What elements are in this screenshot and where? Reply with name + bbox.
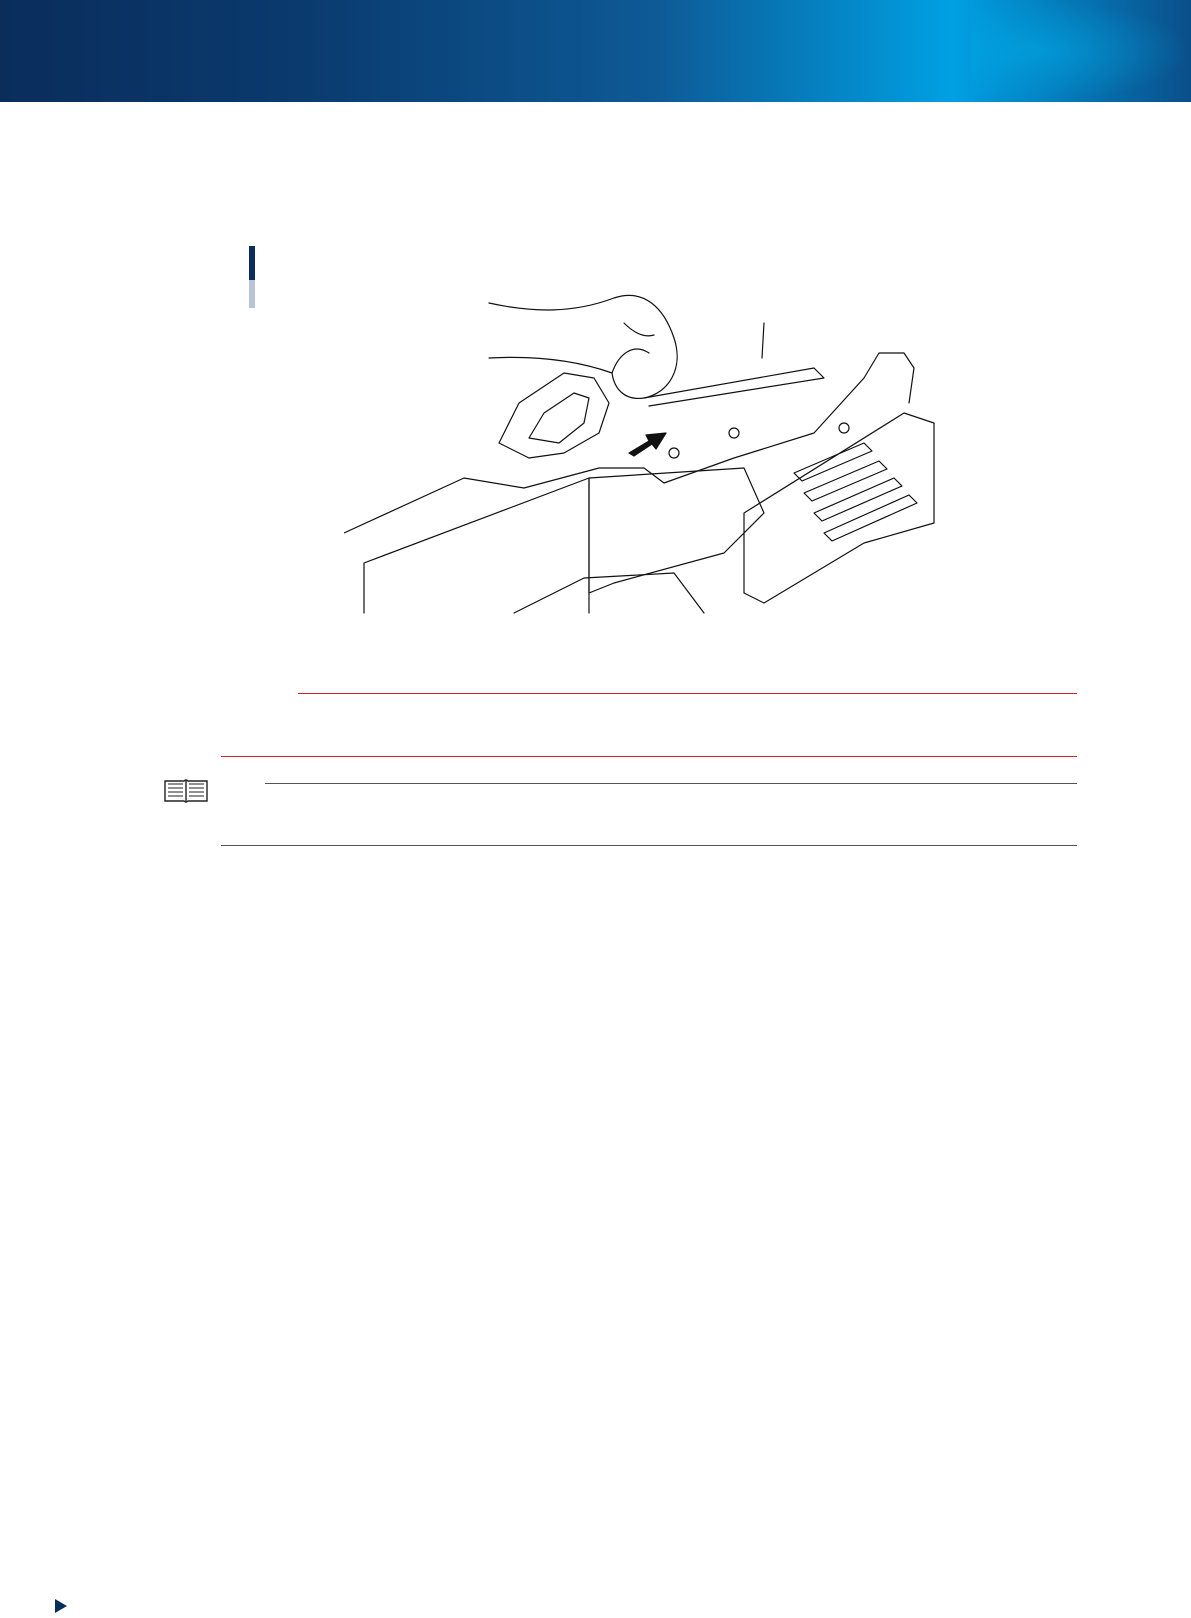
book-icon — [163, 777, 209, 805]
cage-slot-2 — [804, 461, 887, 501]
chassis-handle — [499, 373, 609, 458]
header-banner — [0, 0, 1191, 102]
hand-outline — [489, 295, 677, 398]
chassis-handle-inner — [529, 393, 589, 443]
notice-bottom-rule — [221, 756, 1077, 757]
direction-arrow — [629, 433, 666, 456]
note-top-rule — [265, 783, 1077, 784]
cage-slot-3 — [814, 478, 902, 521]
screw-2 — [729, 428, 739, 438]
hand-fold — [624, 323, 654, 336]
notice-top-rule — [298, 693, 1077, 694]
hardware-install-illustration — [344, 283, 944, 633]
lower-frame — [514, 573, 704, 613]
screw-1 — [669, 448, 679, 458]
triangle-right-icon — [54, 1598, 68, 1614]
pull-tab — [644, 368, 824, 406]
callout-line — [762, 323, 764, 358]
screw-3 — [839, 423, 849, 433]
cage-slot-1 — [794, 443, 872, 481]
section-marker-bottom — [249, 280, 255, 308]
section-marker-top — [249, 246, 255, 280]
chassis-panel — [589, 468, 764, 593]
section-marker — [249, 246, 255, 308]
chassis-top-edge — [344, 353, 914, 533]
note-bottom-rule — [221, 845, 1077, 846]
hand-finger — [612, 349, 649, 373]
